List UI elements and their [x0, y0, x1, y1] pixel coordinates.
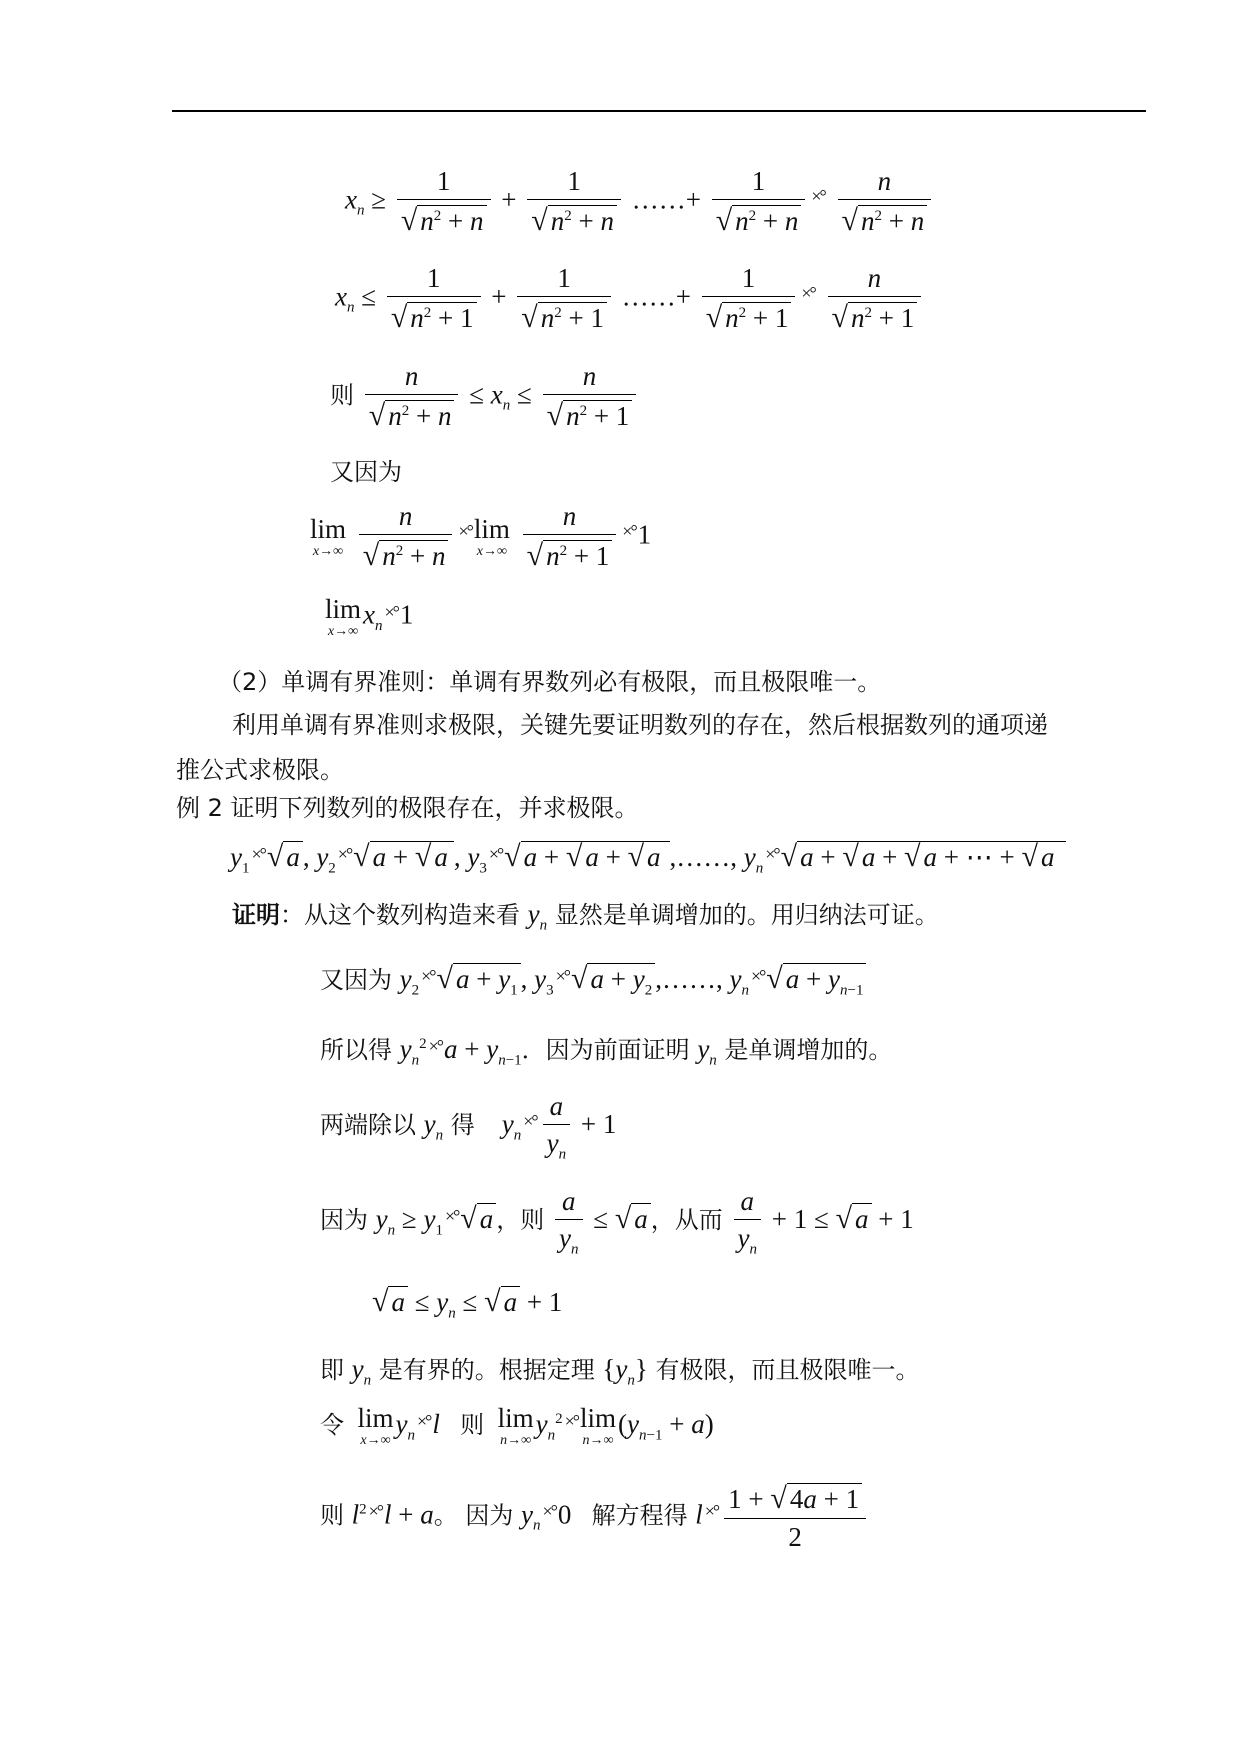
divide-line: 两端除以 $y_n$ 得 $y_n^{\times^\circ}$ $\frac{a}{y_n}$ + 1 [320, 1091, 617, 1163]
again-because: 又因为 [330, 458, 402, 486]
final-equation: 则 $l^2$ ×°l + a。 因为 $y_n^{\times^\circ}0$ 解方程得 l ×° $\frac{1 + √ 4a + 1}{2}$ [320, 1480, 870, 1554]
proof-label: 证明 [232, 901, 280, 929]
example-2-heading: 例 2 证明下列数列的极限存在，并求极限。 [176, 794, 639, 822]
inequality-lower: $x_n$ ≥ $\frac{1}{√ n^2 + n}$ + $\frac{1}{√ n^2 + n}$ ……+ $\frac{1}{√ n^2 + n}$ ×° $\frac{n}{√ n^2 + n}$ [345, 165, 935, 239]
proof-line: 证明：从这个数列构造来看 $y_n$ 显然是单调增加的。用归纳法可证。 [232, 899, 939, 934]
inequality-upper: $x_n$ ≤ $\frac{1}{√ n^2 + 1}$ + $\frac{1}{√ n^2 + 1}$ ……+ $\frac{1}{√ n^2 + 1}$ ×° $\frac{n}{√ n^2 + 1}$ [335, 262, 925, 336]
sequence-definition: $y_1^{\times^\circ}√$ a , $y_2^{\times^\circ}√$ a + √ a , $y_3^{\times^\circ}√$ a + √ a + √ a ,……, $y_n^{\times^\circ}√$ a + √ a + √ a + ⋯ + √ a [230, 840, 1066, 877]
recurrence-line: 又因为 $y_2^{\times^\circ}√$ $a + y_1$ , $y_3^{\times^\circ}√$ $a + y_2$ ,……, $y_n^{\times^\circ}√$ $a + y_{n-1}$ [320, 960, 866, 999]
limit-result: lim x→∞ $x_n^{\times^\circ}1$ [325, 594, 414, 639]
let-limit: 令 lim x→∞ $y_n^{\times^\circ}l$ 则 lim n→∞ $y_n^2$ ×° lim n→∞ $(y_{n-1} + a)$ [320, 1403, 714, 1449]
criterion-heading: （2）单调有界准则：单调有界数列必有极限，而且极限唯一。 [218, 668, 882, 696]
limit-equality: lim x→∞ $\frac{n}{√ n^2 + n}$ ×° lim x→∞ $\frac{n}{√ n^2 + 1}$ ×°1 [310, 500, 651, 574]
bound-result: √ $a \le y_n$ ≤ √ a + 1 [372, 1285, 563, 1322]
header-rule [172, 110, 1146, 112]
bounded-statement: 即 $y_n$ 是有界的。根据定理 $\{y_n\}$ 有极限，而且极限唯一。 [320, 1354, 920, 1389]
bound-line: 因为 $y_n \ge y_1^{\times^\circ}√$ a ，则 $\frac{a}{y_n}$ ≤ √ a ，从而 $\frac{a}{y_n}$ + 1 ≤ √ a + 1 [320, 1186, 914, 1258]
squeeze-inequality: 则 $\frac{n}{√ n^2 + n}$ ≤ $x_n$ ≤ $\frac{n}{√ n^2 + 1}$ [330, 360, 640, 434]
criterion-text-2: 推公式求极限。 [176, 756, 344, 784]
square-relation: 所以得 $y_n^2$ $^{\times^\circ}a + y_{n-1}$．因为前面证明 $y_n$ 是单调增加的。 [320, 1034, 893, 1069]
criterion-text-1: 利用单调有界准则求极限，关键先要证明数列的存在，然后根据数列的通项递 [232, 711, 1048, 739]
